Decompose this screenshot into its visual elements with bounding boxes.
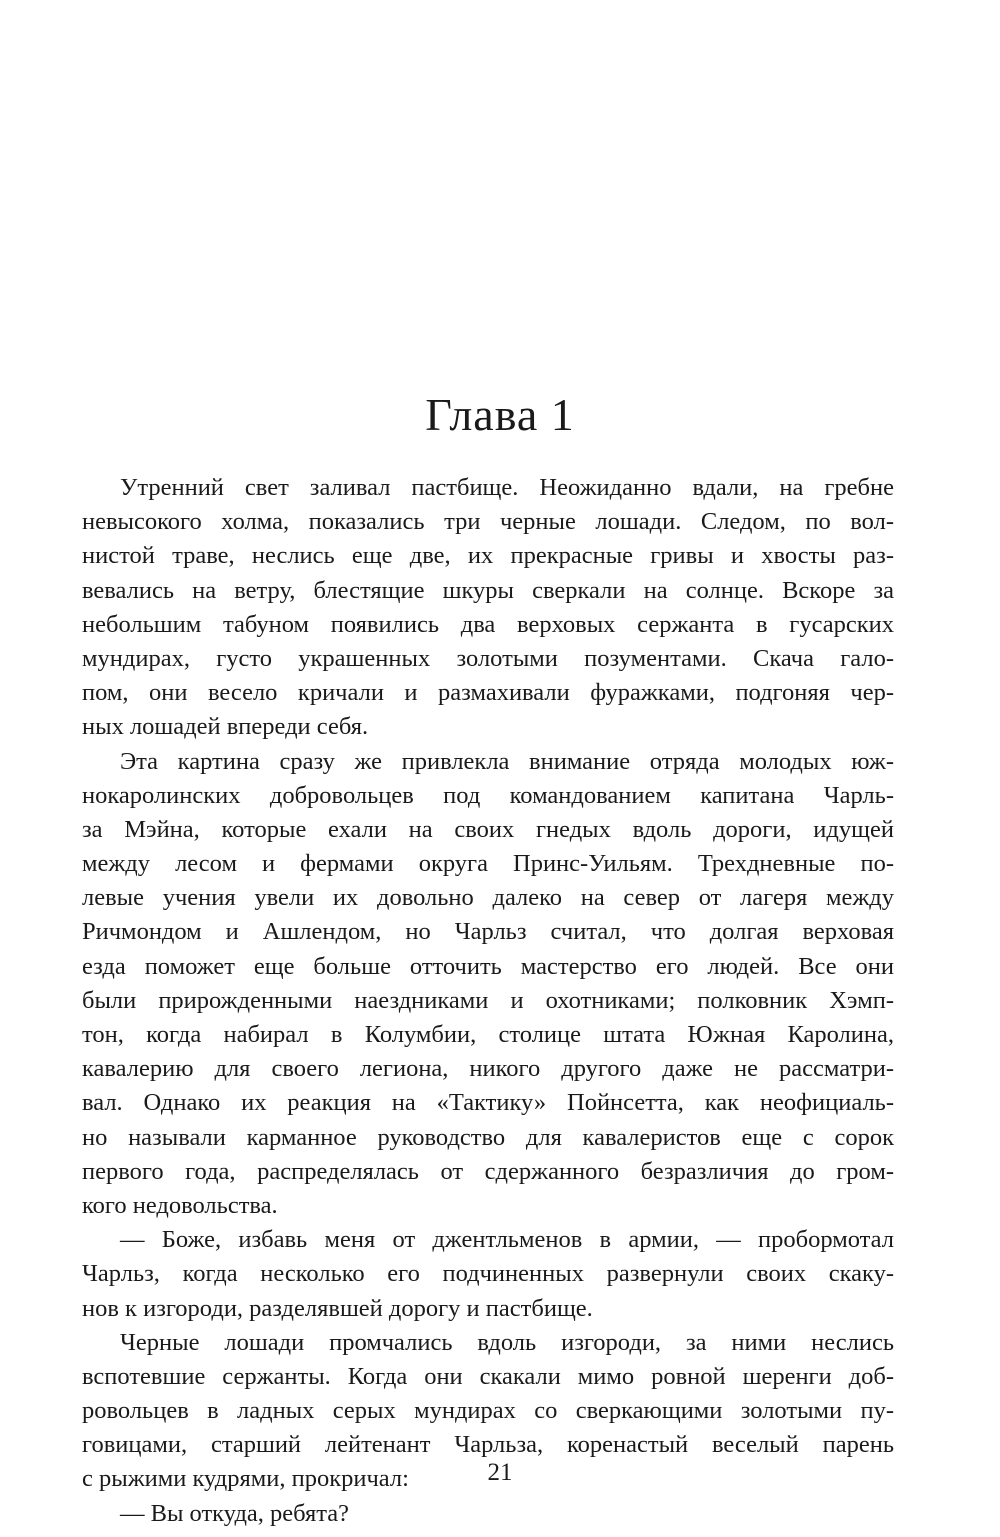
text-line: Черные лошади промчались вдоль изгороди, за ними неслись bbox=[120, 1328, 894, 1356]
text-line: тон, когда набирал в Колумбии, столице штата Южная Каролина, bbox=[82, 1021, 894, 1048]
paragraph bbox=[82, 745, 894, 1224]
text-line: — Боже, избавь меня от джентльменов в армии, — пробормотал bbox=[120, 1226, 894, 1254]
text-line: кого недовольства. bbox=[82, 1191, 278, 1219]
text-line: пом, они весело кричали и размахивали фуражками, подгоняя чер- bbox=[82, 679, 894, 707]
text-line: с рыжими кудрями, прокричал: bbox=[82, 1465, 409, 1493]
text-line: нистой траве, неслись еще две, их прекрасные гривы и хвосты раз- bbox=[82, 542, 894, 570]
page-number: 21 bbox=[487, 1459, 513, 1486]
paragraph bbox=[82, 471, 894, 745]
text-line: невысокого холма, показались три черные лошади. Следом, по вол- bbox=[82, 508, 894, 536]
text-line: между лесом и фермами округа Принс-Уильям. Трехдневные по- bbox=[82, 850, 894, 878]
text-line: Утренний свет заливал пастбище. Неожиданно вдали, на гребне bbox=[120, 474, 894, 501]
text-line: вевались на ветру, блестящие шкуры сверкали на солнце. Вскоре за bbox=[82, 576, 894, 604]
text-line: за Мэйна, которые ехали на своих гнедых вдоль дороги, идущей bbox=[82, 815, 894, 843]
text-line: — Вы откуда, ребята? bbox=[120, 1499, 350, 1527]
text-line: ных лошадей впереди себя. bbox=[82, 713, 369, 741]
chapter-title: Глава 1 bbox=[425, 389, 575, 440]
text-line: но называли карманное руководство для кавалеристов еще с сорок bbox=[82, 1123, 894, 1151]
text-line: езда поможет еще больше отточить мастерство его людей. Все они bbox=[82, 952, 894, 980]
text-line: мундирах, густо украшенных золотыми позументами. Скача гало- bbox=[82, 644, 894, 672]
paragraph bbox=[82, 1497, 894, 1531]
text-line: вал. Однако их реакция на «Тактику» Пойнсетта, как неофициаль- bbox=[82, 1089, 894, 1117]
text-line: нокаролинских добровольцев под командованием капитана Чарль- bbox=[82, 781, 894, 809]
text-line: Чарльз, когда несколько его подчиненных развернули своих скаку- bbox=[82, 1260, 894, 1288]
text-line: Эта картина сразу же привлекла внимание отряда молодых юж- bbox=[120, 747, 894, 775]
text-line: Ричмондом и Ашлендом, но Чарльз считал, что долгая верховая bbox=[82, 918, 894, 946]
text-line: говицами, старший лейтенант Чарльза, коренастый веселый парень bbox=[82, 1431, 894, 1459]
text-line: левые учения увели их довольно далеко на север от лагеря между bbox=[82, 884, 894, 912]
text-line: нов к изгороди, разделявшей дорогу и пастбище. bbox=[82, 1294, 593, 1322]
text-line: вспотевшие сержанты. Когда они скакали мимо ровной шеренги доб- bbox=[82, 1362, 894, 1390]
text-line: ровольцев в ладных серых мундирах со сверкающими золотыми пу- bbox=[82, 1397, 894, 1425]
paragraph bbox=[82, 1223, 894, 1326]
text-line: первого года, распределялась от сдержанного безразличия до гром- bbox=[82, 1157, 894, 1185]
body-text bbox=[82, 471, 894, 1531]
text-line: кавалерию для своего легиона, никого другого даже не рассматри- bbox=[82, 1055, 894, 1083]
text-line: небольшим табуном появились два верховых сержанта в гусарских bbox=[82, 610, 894, 638]
text-line: были прирожденными наездниками и охотниками; полковник Хэмп- bbox=[82, 986, 894, 1014]
